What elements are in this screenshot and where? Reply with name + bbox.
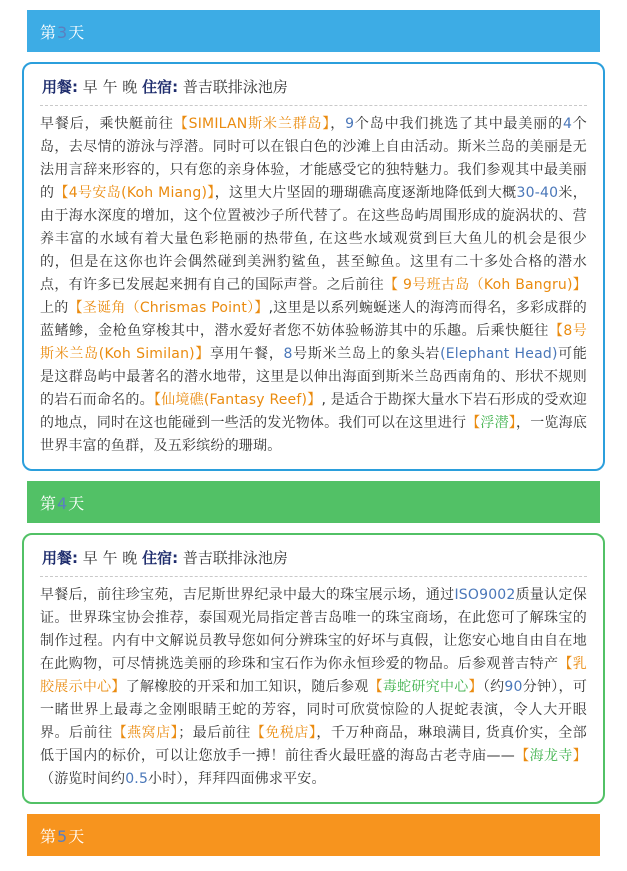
day-prefix: 第 xyxy=(40,22,57,42)
text-segment: 住宿: xyxy=(142,549,179,567)
dashed-divider xyxy=(40,105,587,106)
text-segment: 0.5 xyxy=(125,771,149,787)
text-segment: 【 xyxy=(514,748,530,764)
day-3-meal-accommodation-line xyxy=(40,73,587,105)
text-segment: 【4号安岛(Koh Miang)】 xyxy=(54,185,215,201)
text-segment: ， xyxy=(330,116,346,132)
text-segment: ISO9002 xyxy=(454,587,516,603)
day-3-itinerary-paragraph xyxy=(40,113,587,458)
text-segment: 早餐后，乘快艇前往 xyxy=(40,116,174,132)
dashed-divider xyxy=(40,576,587,577)
text-segment: 【燕窝店】 xyxy=(112,725,179,741)
text-segment: 浮潜 xyxy=(480,415,509,431)
text-segment: 号斯米兰岛上的象头岩 xyxy=(292,346,441,362)
day-number: 5 xyxy=(57,826,68,846)
text-segment: ；最后前往 xyxy=(178,725,251,741)
text-segment: 米，由于海水深度的增加，这个位置被沙子所代替了。在这些岛屿周围形成的旋涡状的、营养丰富的水域有着大量色彩艳丽的热带鱼, 在这些水域观赏到巨大鱼儿的机会是很少的，但是在这你也许会偶然碰到美洲豹鲨鱼，甚至鲸鱼。这里有二十多处合格的潜水点，有许多已发展起来拥有自己的国际声誉。之后前往 xyxy=(40,185,587,293)
text-segment: 】 xyxy=(468,679,483,695)
text-segment: 】 xyxy=(572,748,587,764)
text-segment: 4 xyxy=(563,116,573,132)
day-5-label xyxy=(40,824,84,847)
day-prefix: 第 xyxy=(40,493,57,513)
text-segment: 海龙寺 xyxy=(529,748,573,764)
day-4-header-bar xyxy=(27,481,600,523)
text-segment: 用餐: xyxy=(42,78,78,96)
text-segment: 普吉联排泳池房 xyxy=(178,78,288,96)
text-segment: 【8号斯米兰岛(Koh Similan)】 xyxy=(40,323,587,362)
text-segment: , 是适合于勘探大量水下岩石形成的受欢迎的地点，同时在这也能碰到一些活的发光物体。我们可以在这里进行 xyxy=(40,392,587,431)
text-segment: 】 xyxy=(508,415,517,431)
text-segment: 住宿: xyxy=(142,78,179,96)
text-segment: 了解橡胶的开采和加工知识，随后参观 xyxy=(125,679,369,695)
text-segment: 【免税店】 xyxy=(250,725,317,741)
text-segment: 【乳胶展示中心】 xyxy=(40,656,587,695)
day-4-itinerary-paragraph xyxy=(40,584,587,791)
day-3-label xyxy=(40,20,84,43)
text-segment: ，千万种商品，琳琅满目, 货真价实，全部低于国内的标价，可以让您放手一搏！前往香火最旺盛的海岛古老寺庙—— xyxy=(40,725,588,764)
text-segment: 【SIMILAN斯米兰群岛】 xyxy=(173,116,331,132)
text-segment: 30-40 xyxy=(516,185,559,201)
text-segment: 【 xyxy=(368,679,383,695)
text-segment: 【 xyxy=(466,415,481,431)
text-segment: 个岛中我们挑选了其中最美丽的 xyxy=(354,116,564,132)
text-segment: （游览时间约 xyxy=(40,771,126,787)
day-5-header-bar xyxy=(27,814,600,856)
text-segment: 享用午餐， xyxy=(210,346,284,362)
day-prefix: 第 xyxy=(40,826,57,846)
text-segment: (Elephant Head) xyxy=(440,346,558,362)
text-segment: 毒蛇研究中心 xyxy=(382,679,469,695)
text-segment: 早 午 晚 xyxy=(78,78,143,96)
day-number: 4 xyxy=(57,493,68,513)
text-segment: ，一览海底世界丰富的鱼群，及五彩缤纷的珊瑚。 xyxy=(40,415,588,454)
day-3-header-bar xyxy=(27,10,600,52)
text-segment: 个岛，去尽情的游泳与浮潜。同时可以在银白色的沙滩上自由活动。斯米兰岛的美丽是无法用言辞来形容的，只有您的亲身体验，才能感受它的独特魅力。我们参观其中最美丽的 xyxy=(40,116,587,201)
day-suffix: 天 xyxy=(68,826,85,846)
day-number: 3 xyxy=(57,22,68,42)
text-segment: 【 9号班古岛（Koh Bangru)】 xyxy=(383,277,587,293)
text-segment: 用餐: xyxy=(42,549,78,567)
text-segment: 9 xyxy=(345,116,355,132)
day-4-meal-accommodation-line xyxy=(40,544,587,576)
text-segment: 小时），拜拜四面佛求平安。 xyxy=(148,771,326,787)
text-segment: 上的 xyxy=(40,300,69,316)
text-segment: 早 午 晚 xyxy=(78,549,143,567)
day-4-label xyxy=(40,491,84,514)
text-segment: 分钟），可一睹世界上最毒之金刚眼睛王蛇的芳容，同时可欣赏惊险的人捉蛇表演，令人大开眼界。后前往 xyxy=(40,679,588,741)
text-segment: 可能是这群岛屿中最著名的潜水地带，这里是以伸出海面到斯米兰岛西南角的、形状不规则的岩石而命名的。 xyxy=(40,346,588,408)
text-segment: 普吉联排泳池房 xyxy=(178,549,288,567)
text-segment: 质量认定保证。世界珠宝协会推荐，泰国观光局指定普吉岛唯一的珠宝商场，在此您可了解珠宝的制作过程。内有中文解说员教导您如何分辨珠宝的好坏与真假，让您安心地自由自在地在此购物，可尽情挑选美丽的珍珠和宝石作为你永恒珍爱的物品。后参观普吉特产 xyxy=(40,587,587,672)
text-segment: 【圣诞角（Chrismas Point）】 xyxy=(68,300,269,316)
day-suffix: 天 xyxy=(68,493,85,513)
text-segment: ,这里是以系列蜿蜒迷人的海湾而得名，多彩成群的蓝鳍鲹，金枪鱼穿梭其中，潜水爱好者您不妨体验畅游其中的乐趣。后乘快艇往 xyxy=(40,300,587,339)
text-segment: 90 xyxy=(504,679,523,695)
text-segment: ，这里大片坚固的珊瑚礁高度逐渐地降低到大概 xyxy=(214,185,517,201)
day-4-content-box xyxy=(22,533,605,804)
text-segment: 8 xyxy=(283,346,293,362)
text-segment: 【仙境礁(Fantasy Reef)】 xyxy=(153,392,322,408)
day-suffix: 天 xyxy=(68,22,85,42)
text-segment: 早餐后，前往珍宝苑，吉尼斯世界纪录中最大的珠宝展示场，通过 xyxy=(40,587,455,603)
day-3-content-box xyxy=(22,62,605,471)
text-segment: （约 xyxy=(482,679,505,695)
